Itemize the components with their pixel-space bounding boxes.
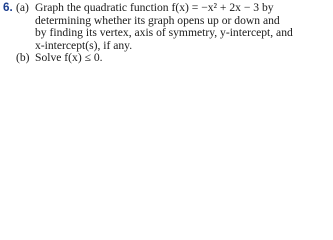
part-a-line-2: determining whether its graph opens up or down and [35, 13, 280, 27]
part-a-line-3: by finding its vertex, axis of symmetry, y-intercept, and [35, 26, 293, 40]
part-a-line-1: Graph the quadratic function f(x) = −x² + 2x − 3 by [35, 1, 274, 14]
problem-number: 6. [3, 1, 13, 14]
part-a-label: (a) [16, 1, 29, 14]
part-b-text: Solve f(x) ≤ 0. [35, 51, 103, 65]
part-a-line-4: x-intercept(s), if any. [35, 38, 133, 52]
part-b-label: (b) [16, 51, 30, 65]
exercise-6 [0, 0, 333, 78]
